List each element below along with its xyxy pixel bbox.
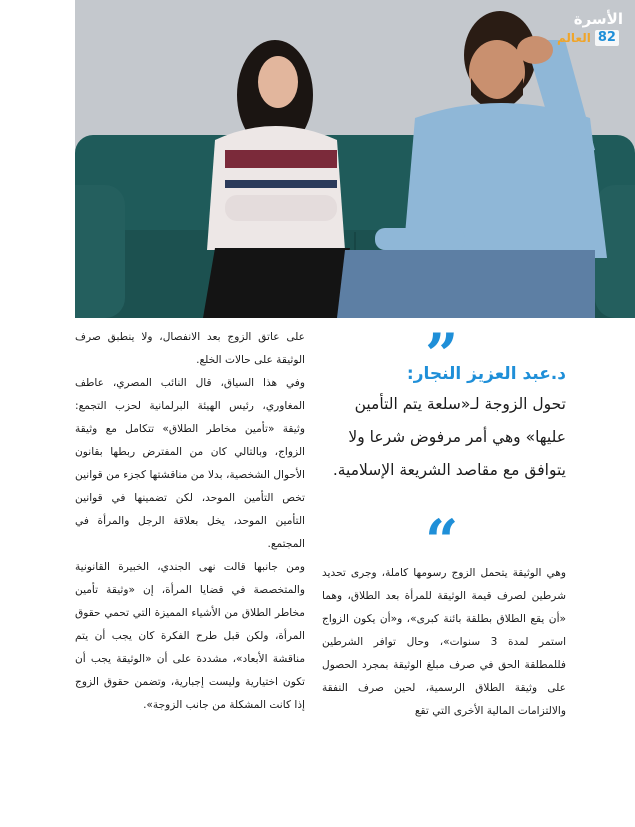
pull-quote-author: د.عبد العزيز النجار: bbox=[406, 364, 566, 384]
masthead bbox=[557, 10, 627, 56]
left-paragraph-3: ومن جانبها قالت نهى الجندي، الخبيرة القانونية والمتخصصة في قضايا المرأة، إن «وثيقة تأمين مخاطر الطلاق من الأشياء المميزة التي تحمي حقوق المرأة، ولكن قبل طرح الفكرة كان يجب أن يتم مناقشة الأبعاد»، مشددة على أن «الوثيقة يجب أن تكون اختيارية وليست إجبارية، وتضمن حقوق الزوج إذا كانت المشكلة من جانب الزوجة». bbox=[75, 561, 305, 711]
pull-quote bbox=[330, 362, 566, 487]
quote-close-icon: “ bbox=[425, 507, 459, 575]
right-paragraph-1: وهي الوثيقة يتحمل الزوج رسومها كاملة، وجرى تحديد شرطين لصرف قيمة الوثيقة للمرأة بعد الطلاق، وهما «أن يقع الطلاق بطلقة بائنة كبرى»، و«أن يكون الزواج استمر لمدة 3 سنوات»، وحال توافر الشرطين فللمطلقة الحق في صرف مبلغ الوثيقة بمجرد الحصول على وثيقة الطلاق الرسمية، لحين صرف النفقة والالتزامات المالية الأخرى التي تقع bbox=[322, 567, 567, 717]
magazine-logo: العالم bbox=[557, 31, 591, 45]
page-number: 82 bbox=[595, 30, 619, 46]
quote-open-icon: ” bbox=[425, 321, 459, 389]
left-paragraph-1: على عاتق الزوج بعد الانفصال، ولا ينطبق صرف الوثيقة على حالات الخلع. bbox=[75, 331, 305, 366]
couple-photo-illustration bbox=[75, 0, 635, 318]
masthead-row bbox=[557, 30, 627, 46]
article-photo bbox=[75, 0, 635, 318]
article-left-column bbox=[75, 326, 305, 717]
article-right-column bbox=[322, 562, 566, 723]
pull-quote-text: تحول الزوجة لـ«سلعة يتم التأمين عليها» وهي أمر مرفوض شرعا ولا يتوافق مع مقاصد الشريعة الإسلامية. bbox=[332, 395, 566, 479]
section-title: الأسرة bbox=[573, 10, 623, 28]
left-paragraph-2: وفي هذا السياق، قال النائب المصري، عاطف المغاوري، رئيس الهيئة البرلمانية لحزب التجمع: وثيقة «تأمين مخاطر الطلاق» تتكامل مع وثيقة الزواج، وبالتالي كان من المفترض ربطها بقانون الأحوال الشخصية، بدلا من مناقشتها كجزء من قوانين تخص التأمين الموحد، لكن تضمينها في قوانين التأمين الموحد، يخل بعلاقة الرجل والمرأة في المجتمع. bbox=[75, 377, 305, 550]
